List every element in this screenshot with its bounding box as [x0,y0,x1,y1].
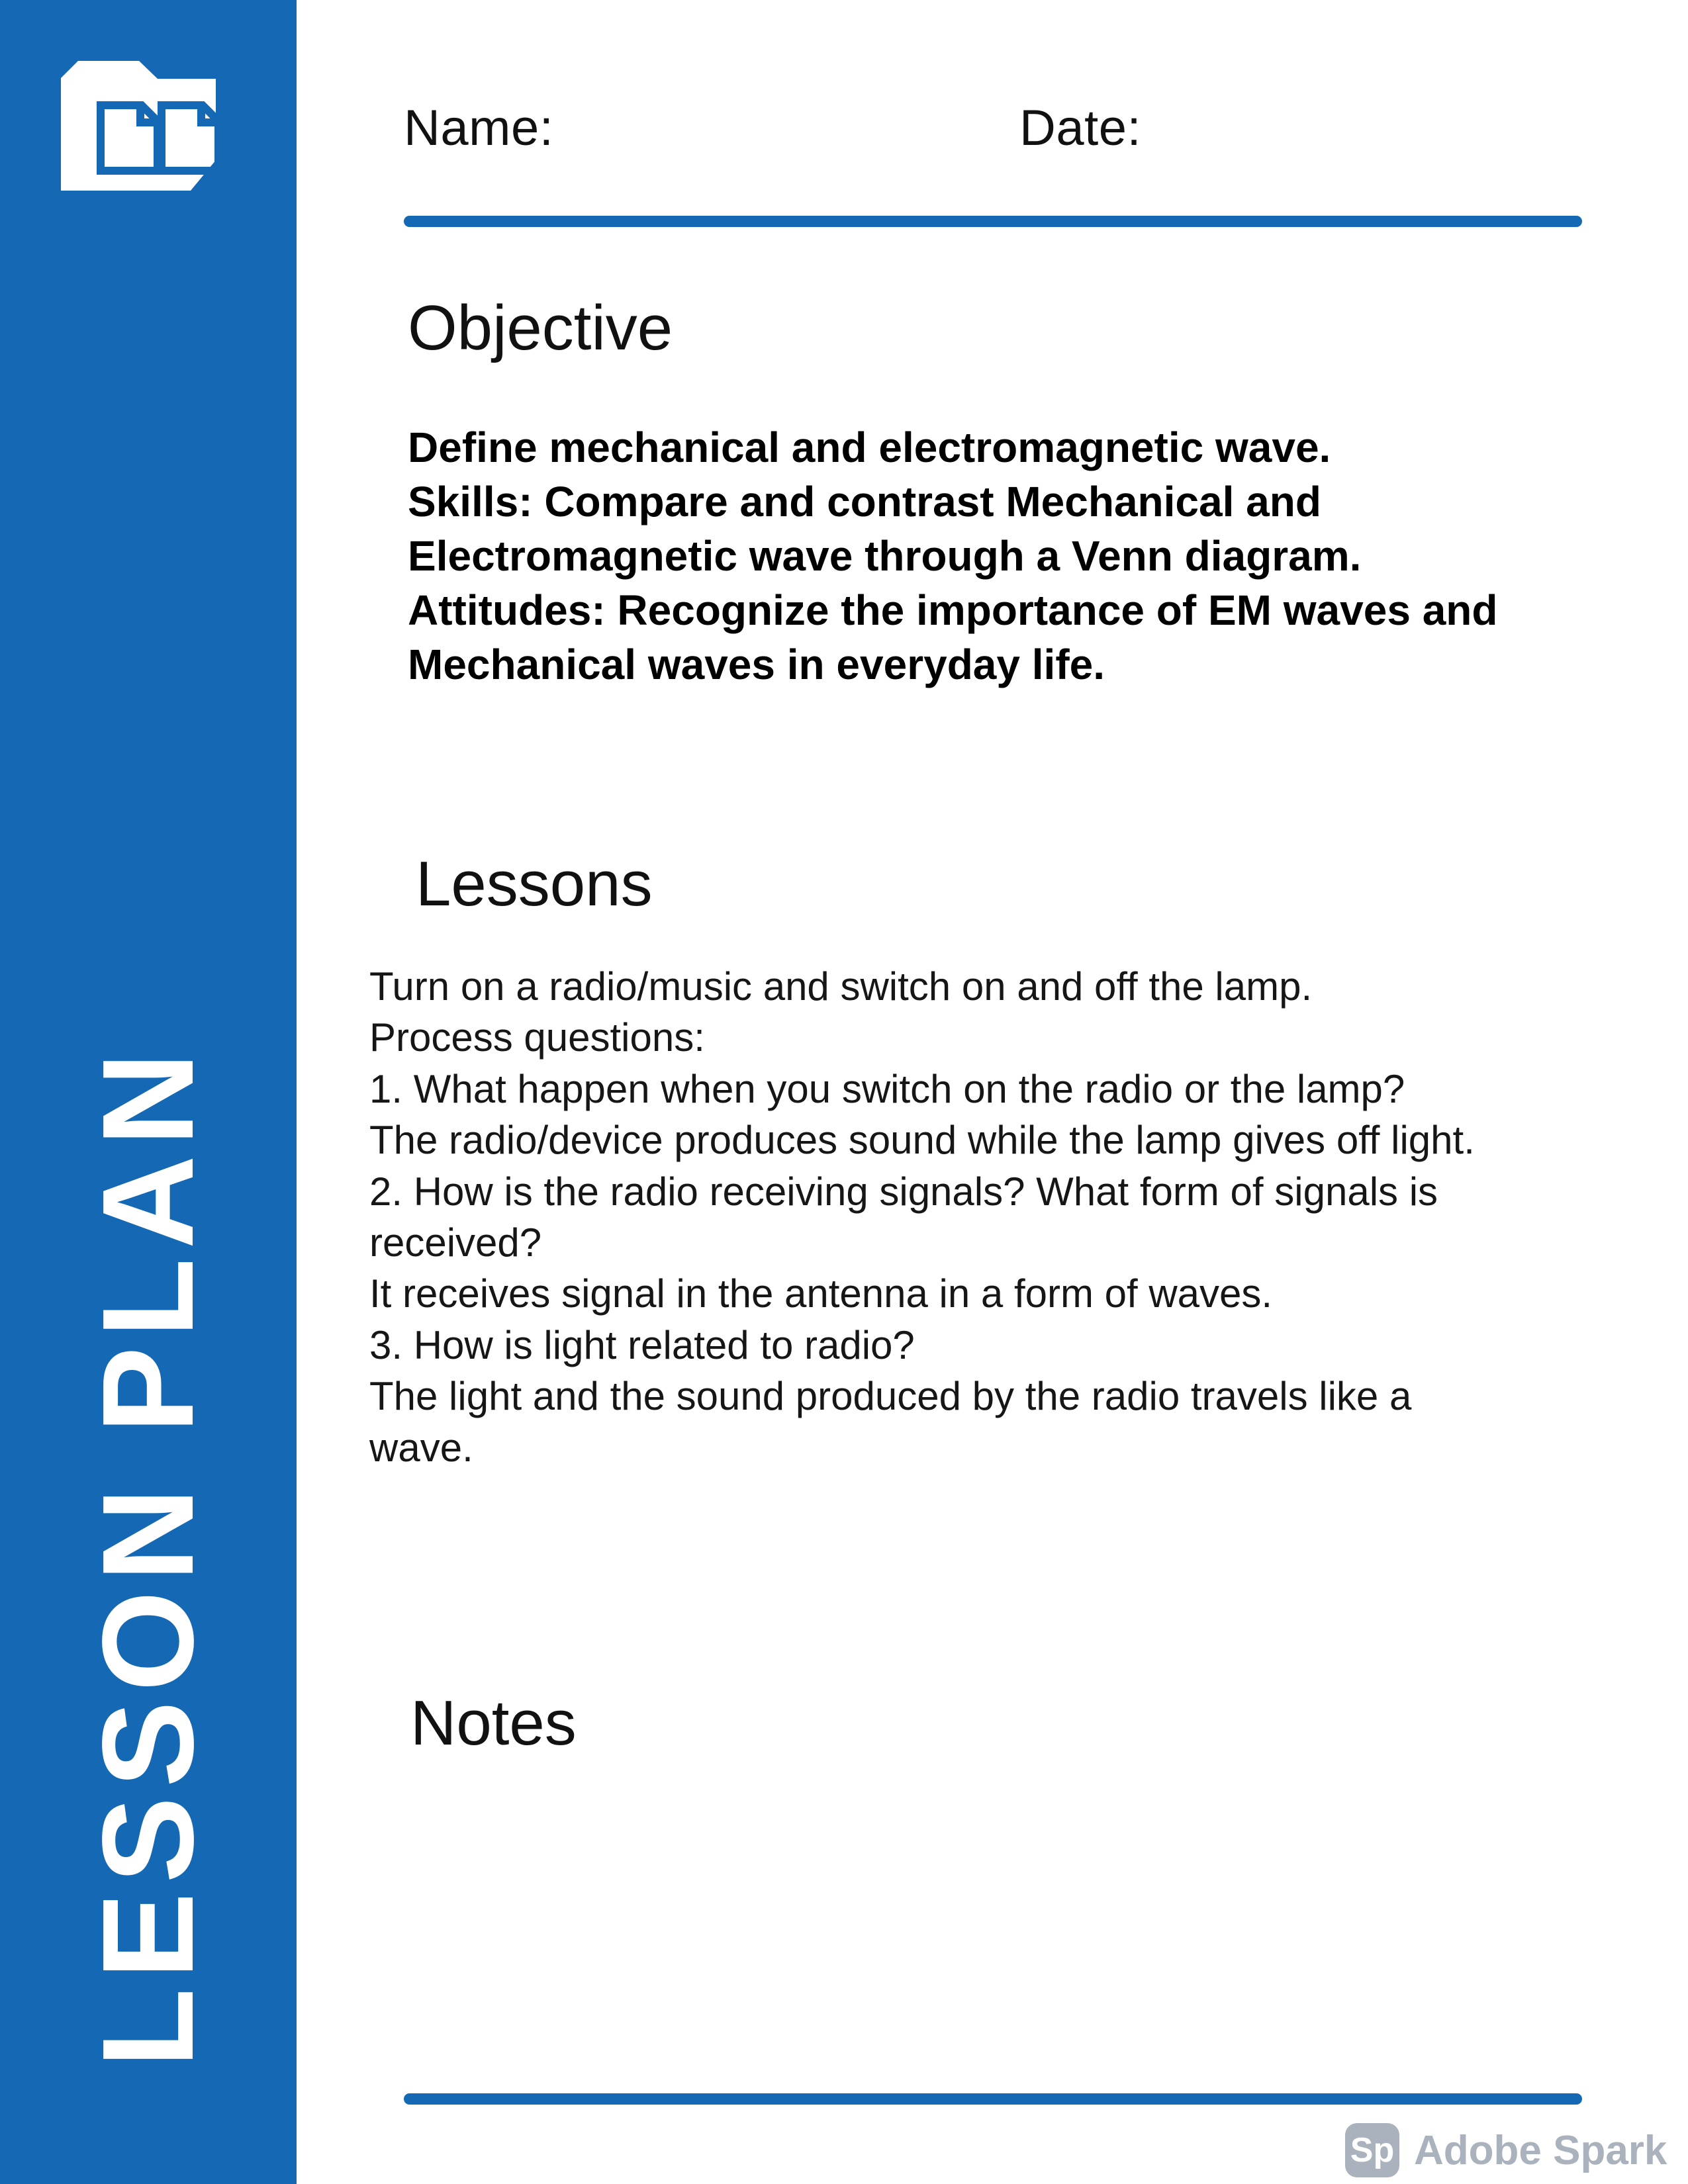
objective-line: Skills: Compare and contrast Mechanical and [408,477,1321,525]
lessons-line: 1. What happen when you switch on the radio or the lamp? [369,1066,1405,1111]
lessons-line: The light and the sound produced by the radio travels like a [369,1374,1412,1419]
objective-line: Electromagnetic wave through a Venn diagram. [408,531,1362,580]
adobe-spark-badge-icon: Sp [1345,2123,1399,2177]
sidebar-title-container [0,1032,297,2078]
lessons-line: received? [369,1220,542,1265]
lessons-line: The radio/device produces sound while the lamp gives off light. [369,1118,1475,1163]
adobe-spark-wordmark: Adobe Spark [1414,2127,1667,2173]
adobe-spark-logo [1345,2123,1667,2177]
objective-heading: Objective [408,293,673,363]
lessons-line: It receives signal in the antenna in a form of waves. [369,1271,1273,1316]
objective-line: Mechanical waves in everyday life. [408,640,1105,688]
top-divider [404,216,1582,227]
student-meta-row [404,99,1595,172]
objective-line: Attitudes: Recognize the importance of EM waves and [408,586,1498,634]
lessons-line: wave. [369,1425,473,1470]
folder-documents-icon [61,61,216,191]
name-label: Name: [404,100,554,156]
lessons-line: Process questions: [369,1015,705,1060]
bottom-divider [404,2093,1582,2105]
objective-line: Define mechanical and electromagnetic wave. [408,424,1331,471]
sidebar [0,0,297,2184]
sidebar-title: LESSON PLAN [75,1043,220,2068]
notes-heading: Notes [410,1688,577,1758]
lessons-line: 2. How is the radio receiving signals? What form of signals is [369,1169,1438,1214]
lessons-line: 3. How is light related to radio? [369,1322,915,1367]
objective-body [408,421,1599,692]
lessons-body [369,961,1627,1473]
lessons-heading: Lessons [416,848,653,919]
lessons-line: Turn on a radio/music and switch on and off the lamp. [369,964,1313,1009]
date-label: Date: [1019,100,1142,156]
document-content [297,0,1688,2184]
